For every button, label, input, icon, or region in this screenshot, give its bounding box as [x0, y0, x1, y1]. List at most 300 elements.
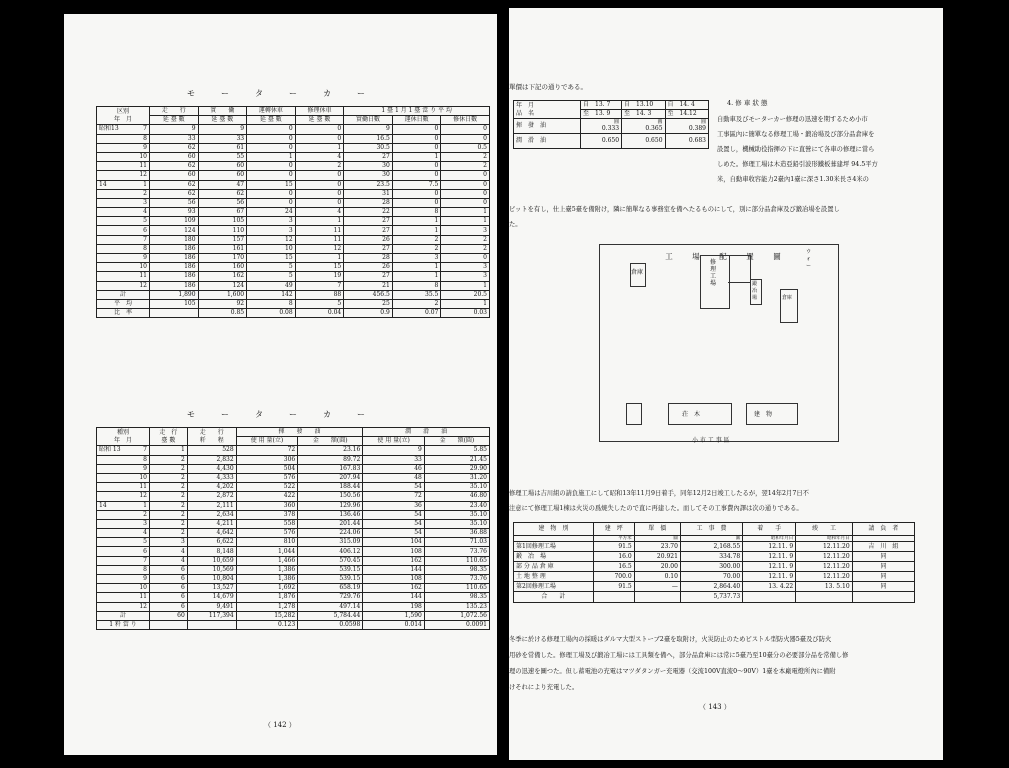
month-label: 7	[143, 556, 147, 564]
cost-cell: 同	[852, 572, 914, 582]
unit-cell: 昭和年月日	[796, 536, 852, 542]
year-month-cell	[97, 446, 150, 455]
month-label: 11	[139, 593, 147, 601]
table-cell: 2	[150, 483, 188, 492]
table-cell: 0	[441, 198, 490, 207]
table-cell: 188.44	[298, 483, 363, 492]
repair-rest-header: 修理休車	[295, 107, 344, 116]
total-row-cell: 117,394	[187, 611, 236, 620]
table-cell: 4,333	[187, 473, 236, 482]
table-row	[97, 519, 490, 528]
section-body-wide	[509, 202, 939, 232]
page-number-left: （ 142 ）	[264, 721, 296, 729]
table-cell: 12	[247, 235, 296, 244]
table-cell: 360	[236, 501, 298, 510]
table-cell: 54	[363, 510, 425, 519]
unit-cell: 平方米	[593, 536, 634, 542]
table-cell: 27	[344, 217, 393, 226]
price-item-name: 揮 發 油	[516, 122, 547, 130]
table-cell: 224.06	[298, 529, 363, 538]
gasoline-header: 揮 發 油	[236, 428, 363, 437]
storage-label: 倉庫	[631, 269, 644, 276]
table-cell: 55	[198, 152, 247, 161]
cost-cell: 2,168.55	[680, 542, 742, 552]
table-cell: 1	[441, 208, 490, 217]
table-cell: 21	[344, 281, 393, 290]
total-row-cell: 15,282	[236, 611, 298, 620]
cost-total-cell	[634, 592, 680, 603]
table-cell: 2,872	[187, 492, 236, 501]
month-label: 1	[143, 180, 147, 188]
table-cell: 35.10	[424, 519, 489, 528]
table-cell: 0	[441, 180, 490, 189]
right-page	[509, 8, 943, 760]
table-cell: 422	[236, 492, 298, 501]
heating-text	[509, 632, 939, 696]
table-cell: 4	[150, 547, 188, 556]
month-label: 10	[139, 584, 147, 592]
cost-cell: 12.11. 9	[743, 552, 796, 562]
table-cell: 180	[150, 235, 199, 244]
year-month-cell	[97, 198, 150, 207]
table-cell: 89.72	[298, 455, 363, 464]
average-header: 1 臺 1 月 1 臺 當 り 平 均	[344, 107, 490, 116]
table-cell: 2	[150, 492, 188, 501]
cost-cell: 12.11. 9	[743, 572, 796, 582]
table-cell: 7	[295, 281, 344, 290]
table-cell: 109	[150, 217, 199, 226]
table-row	[97, 501, 490, 510]
vehicles-header: 走 行 臺 數	[150, 428, 188, 446]
table-row	[97, 492, 490, 501]
table-cell: 2	[150, 473, 188, 482]
month-label: 12	[139, 171, 147, 179]
year-month-cell	[97, 492, 150, 501]
ratio-row-cell	[150, 309, 199, 318]
table-row	[97, 575, 490, 584]
small-building	[626, 403, 642, 425]
table-row	[97, 263, 490, 272]
unit-label: 圓	[700, 118, 706, 125]
table-cell: 4,211	[187, 519, 236, 528]
text-line: 米，自動車收容能力2臺內1臺に深さ1.30米長さ4米の	[717, 176, 869, 183]
ratio-row-cell: 0.07	[392, 309, 441, 318]
table-cell: 0.5	[441, 143, 490, 152]
year-month-header-2: 種別 年 月	[97, 428, 150, 446]
cost-header: 竣 工	[796, 523, 852, 536]
table-cell: 8,148	[187, 547, 236, 556]
table-row	[97, 180, 490, 189]
table-cell: 1	[392, 226, 441, 235]
table-cell: 62	[198, 189, 247, 198]
table-cell: 2	[441, 235, 490, 244]
average-row-cell: 1	[441, 299, 490, 308]
table-cell: 2,634	[187, 510, 236, 519]
total-row-cell: 1,590	[363, 611, 425, 620]
distance-header: 走 行 粁 程	[187, 428, 236, 446]
table-cell: 60	[150, 171, 199, 180]
table-row	[97, 134, 490, 143]
table-cell: 105	[198, 217, 247, 226]
price-item-name: 潤 滑 油	[516, 137, 547, 145]
table-cell: 6,622	[187, 538, 236, 547]
cost-cell: 0.10	[634, 572, 680, 582]
price-value: 0.333	[601, 124, 620, 132]
table-cell: 186	[150, 244, 199, 253]
table-cell: 19	[295, 272, 344, 281]
table-cell: 522	[236, 483, 298, 492]
table-cell: 30	[344, 171, 393, 180]
table-cell: 10	[247, 244, 296, 253]
month-label: 5	[143, 538, 147, 546]
per-km-row-cell: 0.0598	[298, 620, 363, 629]
table-cell: 729.76	[298, 593, 363, 602]
per-km-row	[97, 620, 490, 629]
table-cell: 22	[344, 208, 393, 217]
table-cell: 33	[150, 134, 199, 143]
table-cell: 62	[150, 162, 199, 171]
per-km-row-cell: 0.0091	[424, 620, 489, 629]
table-cell: 98.35	[424, 565, 489, 574]
average-row-cell: 25	[344, 299, 393, 308]
table-row	[97, 254, 490, 263]
table-row	[97, 510, 490, 519]
table-cell: 124	[150, 226, 199, 235]
working-header: 實 働	[198, 107, 247, 116]
table-cell: 157	[198, 235, 247, 244]
year-month-cell	[97, 272, 150, 281]
table-cell: 1,386	[236, 575, 298, 584]
table-cell: 315.09	[298, 538, 363, 547]
table-cell: 0	[441, 134, 490, 143]
month-label: 11	[139, 483, 147, 491]
year-month-cell	[97, 254, 150, 263]
table-cell: 0	[441, 254, 490, 263]
period3-to: 至 14.12	[665, 110, 708, 119]
table-cell: 60	[150, 152, 199, 161]
cost-cell: 91.5	[593, 582, 634, 592]
table-cell: 0	[392, 171, 441, 180]
table-row	[97, 483, 490, 492]
year-month-cell	[97, 171, 150, 180]
rest-days-header: 運休日數	[392, 116, 441, 125]
month-label: 5	[143, 217, 147, 225]
table-cell: 28	[344, 254, 393, 263]
ratio-row-cell: 0.08	[247, 309, 296, 318]
factory-layout-map	[599, 244, 839, 442]
table-cell: 0	[441, 189, 490, 198]
total-row-cell: 35.5	[392, 290, 441, 299]
table-cell: 23.40	[424, 501, 489, 510]
table-cell: 60	[198, 171, 247, 180]
table-cell: 98.35	[424, 593, 489, 602]
cost-cell: 吉 川 組	[852, 542, 914, 552]
cost-cell: 12.11.20	[796, 542, 852, 552]
table-cell: 31.20	[424, 473, 489, 482]
table-cell: 35.10	[424, 510, 489, 519]
table-cell: 104	[363, 538, 425, 547]
table-cell: 658.19	[298, 584, 363, 593]
month-label: 2	[143, 189, 147, 197]
table-cell: 0	[295, 171, 344, 180]
total-row-cell: 88	[295, 290, 344, 299]
month-label: 7	[143, 235, 147, 243]
table-cell: 60	[198, 162, 247, 171]
table-cell: 8	[392, 208, 441, 217]
table-cell: 1,876	[236, 593, 298, 602]
construction-text	[509, 486, 939, 516]
table-cell: 33	[363, 455, 425, 464]
month-label: 4	[143, 208, 147, 216]
year-month-cell	[97, 143, 150, 152]
table-cell: 0	[392, 189, 441, 198]
text-line: た。	[509, 221, 522, 228]
table-cell: 528	[187, 446, 236, 455]
price-v3	[665, 119, 708, 134]
cost-cell: 第2回修理工場	[514, 582, 594, 592]
cost-cell: 同	[852, 552, 914, 562]
table-row	[97, 593, 490, 602]
year-month-cell	[97, 125, 150, 134]
table-cell: 576	[236, 473, 298, 482]
table-cell: 162	[363, 556, 425, 565]
price-value: 0.650	[645, 137, 663, 145]
cost-cell: 12.11.20	[796, 572, 852, 582]
period1-to: 至 13. 9	[581, 110, 622, 119]
average-row-cell: 8	[247, 299, 296, 308]
section-body	[717, 112, 937, 187]
table-cell: 2	[150, 455, 188, 464]
table-cell: 4,202	[187, 483, 236, 492]
total-row-cell: 20.5	[441, 290, 490, 299]
table-row	[97, 281, 490, 290]
table-cell: 29.90	[424, 464, 489, 473]
table-cell: 47	[198, 180, 247, 189]
table-cell: 56	[150, 198, 199, 207]
table-cell: 2	[441, 244, 490, 253]
table-cell: 570.45	[298, 556, 363, 565]
table-cell: 30	[344, 162, 393, 171]
table-cell: 186	[150, 263, 199, 272]
table-cell: 2	[392, 244, 441, 253]
cost-row	[514, 552, 915, 562]
table-cell: 5.85	[424, 446, 489, 455]
unit-price-table	[513, 100, 709, 149]
total-row-cell: 456.5	[344, 290, 393, 299]
text-line: 修理工場は吉川組の請負施工にして昭和13年11月9日着手，同年12月2日竣工したるが，翌14年2月7日不	[509, 490, 809, 497]
year-month-cell	[97, 584, 150, 593]
month-label: 9	[143, 254, 147, 262]
table-cell: 3	[441, 272, 490, 281]
table-cell: 2	[150, 529, 188, 538]
table-cell: 1,466	[236, 556, 298, 565]
text-line: 自動車及びモーターカー修理の迅速を期するため小市	[717, 116, 868, 123]
table-cell: 9	[150, 125, 199, 134]
year-month-cell	[97, 226, 150, 235]
table-cell: 378	[236, 510, 298, 519]
table-cell: 0	[392, 162, 441, 171]
table-cell: 198	[363, 602, 425, 611]
month-label: 11	[139, 162, 147, 170]
total-row	[97, 611, 490, 620]
table-cell: 1	[392, 217, 441, 226]
table-cell: 62	[150, 189, 199, 198]
cost-cell: 16.5	[593, 562, 634, 572]
total-row-cell: 60	[150, 611, 188, 620]
table-cell: 2,111	[187, 501, 236, 510]
month-label: 9	[143, 575, 147, 583]
repair-shop-label: 修理工場	[710, 259, 717, 287]
table-cell: 2	[150, 464, 188, 473]
cost-total-cell	[796, 592, 852, 603]
year-label: 昭和13	[99, 125, 119, 133]
table-cell: 3	[441, 226, 490, 235]
price-v3	[665, 134, 708, 149]
table-cell: 15	[247, 254, 296, 263]
table-cell: 2	[392, 235, 441, 244]
table-cell: 73.76	[424, 547, 489, 556]
price-value: 0.365	[645, 124, 663, 132]
table-cell: 46	[363, 464, 425, 473]
building-b2-label: 建 物	[754, 411, 773, 418]
table-cell: 12	[295, 244, 344, 253]
table-cell: 71.03	[424, 538, 489, 547]
area-label: 小 市 工 事 區	[692, 437, 730, 444]
table-row	[97, 217, 490, 226]
table-cell: 0	[392, 125, 441, 134]
cost-header: 建 坪	[593, 523, 634, 536]
table-row	[97, 152, 490, 161]
table-cell: 27	[344, 152, 393, 161]
month-label: 10	[139, 474, 147, 482]
cost-total-cell: 5,737.73	[680, 592, 742, 603]
table-cell: 497.14	[298, 602, 363, 611]
table-cell: 9,491	[187, 602, 236, 611]
table-cell: 108	[363, 575, 425, 584]
table-row	[97, 455, 490, 464]
table-row	[97, 565, 490, 574]
operation-days-table	[96, 106, 490, 318]
year-label: 14	[99, 180, 107, 188]
table-cell: 201.44	[298, 519, 363, 528]
table-cell: 48	[363, 473, 425, 482]
table-cell: 186	[150, 272, 199, 281]
price-value: 0.389	[688, 124, 706, 132]
operation-sub: 延 臺 數	[247, 116, 296, 125]
table-cell: 170	[198, 254, 247, 263]
table-cell: 36	[363, 501, 425, 510]
table-cell: 49	[247, 281, 296, 290]
year-month-cell	[97, 510, 150, 519]
table-cell: 558	[236, 519, 298, 528]
average-row-cell: 5	[295, 299, 344, 308]
table-cell: 110	[198, 226, 247, 235]
cost-cell: —	[634, 582, 680, 592]
table-cell: 9	[344, 125, 393, 134]
month-label: 9	[143, 464, 147, 472]
per-km-row-cell	[187, 620, 236, 629]
month-label: 12	[139, 281, 147, 289]
table-cell: 0	[295, 125, 344, 134]
table-cell: 10,804	[187, 575, 236, 584]
table-cell: 2	[441, 152, 490, 161]
month-label: 10	[139, 263, 147, 271]
table-row	[97, 529, 490, 538]
gasoline-amount-header: 金 額(圓)	[298, 437, 363, 446]
price-v2	[622, 119, 665, 134]
table-cell: 1	[150, 446, 188, 455]
table-cell: 1	[295, 254, 344, 263]
cost-cell: 鍛 冶 場	[514, 552, 594, 562]
table-row	[97, 272, 490, 281]
cost-cell: 70.00	[680, 572, 742, 582]
total-row-label: 計	[97, 290, 150, 299]
table-row	[97, 584, 490, 593]
map-title: 工 場 配 置 圖	[665, 252, 787, 261]
price-row	[514, 119, 709, 134]
table-cell: 162	[198, 272, 247, 281]
running-header: 走 行	[150, 107, 199, 116]
gasoline-qty-header: 使 用 量(立)	[236, 437, 298, 446]
table-cell: 10,569	[187, 565, 236, 574]
cost-cell: 土 地 整 理	[514, 572, 594, 582]
month-label: 8	[143, 455, 147, 463]
table-cell: 2	[295, 162, 344, 171]
month-label: 7	[143, 125, 147, 133]
table-cell: 6	[150, 602, 188, 611]
text-line: 注意にて修理工場1棟は火災の爲焼失したので直に再建した。而してその工事費內譯は次の通りである。	[509, 505, 803, 512]
cost-row	[514, 542, 915, 552]
period3-from: 自 14. 4	[665, 101, 708, 110]
price-v2	[622, 134, 665, 149]
price-v1	[581, 119, 622, 134]
average-row-cell: 105	[150, 299, 199, 308]
table-cell: 2	[441, 162, 490, 171]
table-cell: 4,430	[187, 464, 236, 473]
price-corner: 年 月 品 名	[514, 101, 581, 119]
table-cell: 54	[363, 519, 425, 528]
cost-cell: 同	[852, 562, 914, 572]
year-month-cell	[97, 134, 150, 143]
table-cell: 6	[150, 584, 188, 593]
table-cell: 27	[344, 226, 393, 235]
month-label: 3	[143, 519, 147, 527]
table-cell: 144	[363, 593, 425, 602]
cost-cell: 12.11. 9	[743, 542, 796, 552]
table-cell: 144	[363, 565, 425, 574]
text-line: 設置し，機械助役指揮の下に直營にて各車の修理に當ら	[717, 146, 875, 153]
table-cell: 129.96	[298, 501, 363, 510]
table-cell: 135.23	[424, 602, 489, 611]
table-cell: 67	[198, 208, 247, 217]
table-cell: 11	[295, 226, 344, 235]
table-row	[97, 125, 490, 134]
table-cell: 62	[150, 143, 199, 152]
table-cell: 24	[247, 208, 296, 217]
cost-row	[514, 582, 915, 592]
table-cell: 56	[198, 198, 247, 207]
table-cell: 0	[392, 134, 441, 143]
table-cell: 72	[363, 492, 425, 501]
table-cell: 1	[392, 152, 441, 161]
year-month-cell	[97, 529, 150, 538]
year-month-cell	[97, 189, 150, 198]
office-label: 倉庫	[782, 295, 793, 301]
year-month-cell	[97, 281, 150, 290]
per-km-row-cell: 0.123	[236, 620, 298, 629]
price-name	[514, 119, 581, 134]
month-label: 3	[143, 198, 147, 206]
